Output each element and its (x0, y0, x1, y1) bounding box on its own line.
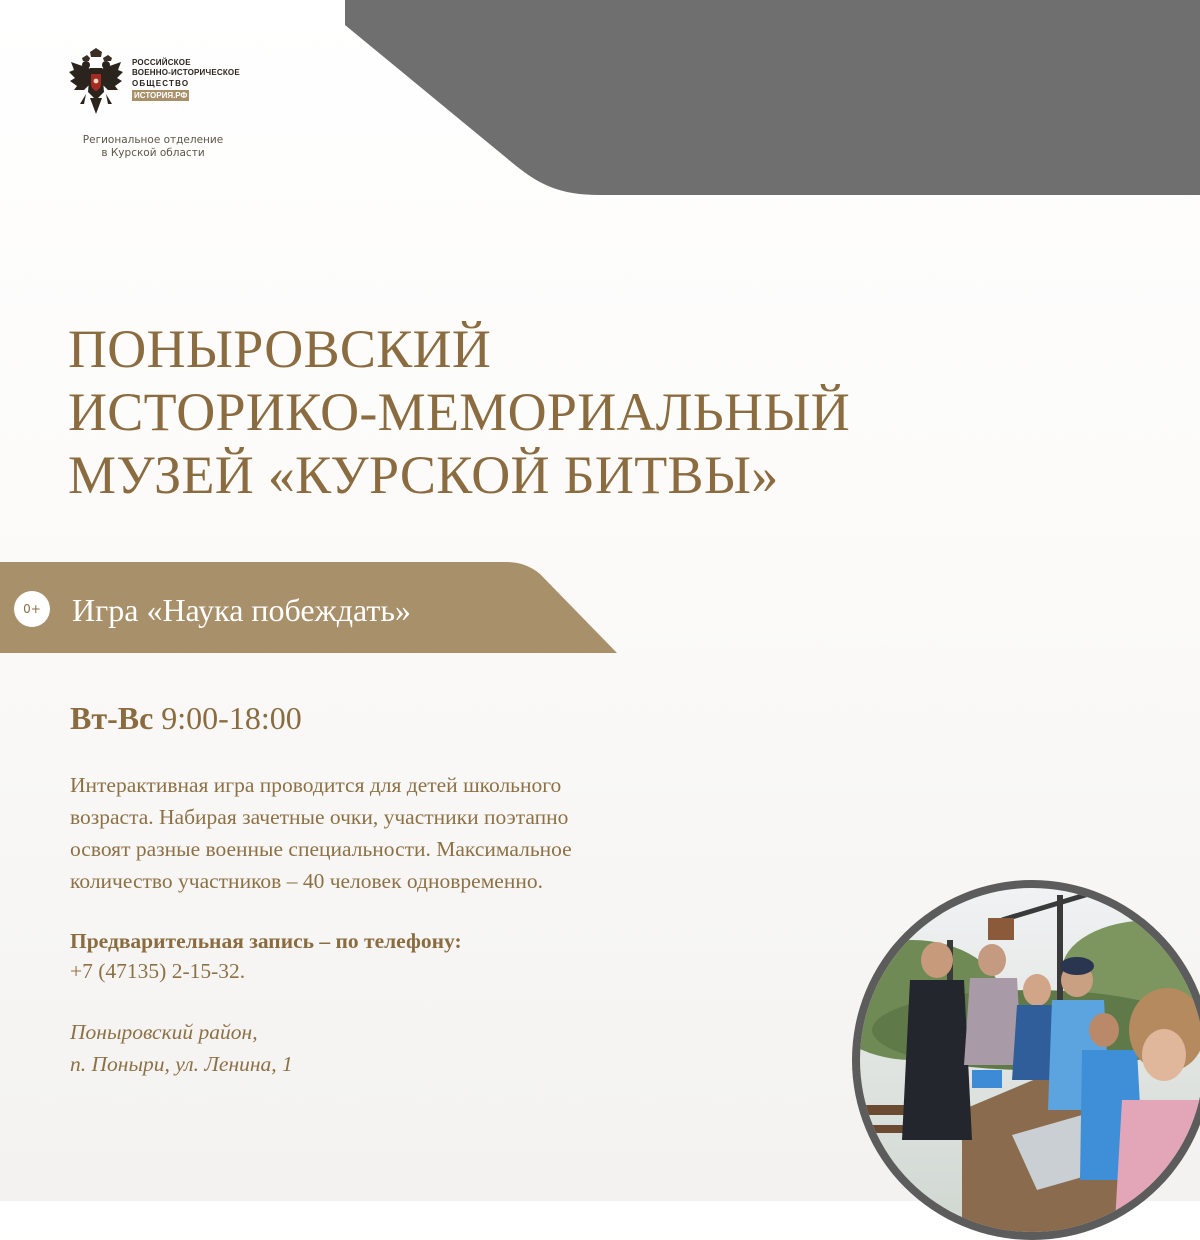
description-line-2: возраста. Набирая зачетные очки, участники поэтапно (70, 805, 569, 829)
org-name-line-3: ОБЩЕСТВО (132, 79, 190, 88)
address-line-1: Поныровский район, (70, 1020, 258, 1044)
event-photo (852, 880, 1200, 1240)
booking-phone: +7 (47135) 2-15-32. (70, 959, 246, 983)
region-caption (68, 134, 238, 160)
region-line-2: в Курской области (101, 147, 205, 159)
age-rating-badge: 0+ (14, 591, 50, 627)
org-site-badge: ИСТОРИЯ.РФ (134, 91, 188, 100)
event-description (70, 769, 770, 897)
schedule (70, 698, 302, 738)
title-line-2: ИСТОРИКО-МЕМОРИАЛЬНЫЙ (68, 382, 851, 442)
address (70, 1016, 293, 1080)
region-line-1: Региональное отделение (82, 134, 224, 146)
description-line-4: количество участников – 40 человек одновременно. (70, 869, 543, 893)
page-title (68, 318, 968, 507)
description-line-1: Интерактивная игра проводится для детей школьного (70, 773, 562, 797)
org-name-line-1: РОССИЙСКОЕ (132, 58, 191, 67)
schedule-days: Вт-Вс (70, 700, 154, 736)
description-line-3: освоят разные военные специальности. Максимальное (70, 837, 572, 861)
rvio-logo (68, 48, 268, 168)
double-headed-eagle-icon (68, 48, 124, 116)
title-line-3: МУЗЕЙ «КУРСКОЙ БИТВЫ» (68, 445, 779, 505)
address-line-2: п. Поныри, ул. Ленина, 1 (70, 1052, 293, 1076)
event-name: Игра «Наука побеждать» (72, 592, 411, 628)
booking-label: Предварительная запись – по телефону: (70, 929, 462, 953)
title-line-1: ПОНЫРОВСКИЙ (68, 319, 492, 379)
org-name-line-2: ВОЕННО-ИСТОРИЧЕСКОЕ (132, 68, 240, 77)
schedule-hours: 9:00-18:00 (161, 700, 302, 736)
